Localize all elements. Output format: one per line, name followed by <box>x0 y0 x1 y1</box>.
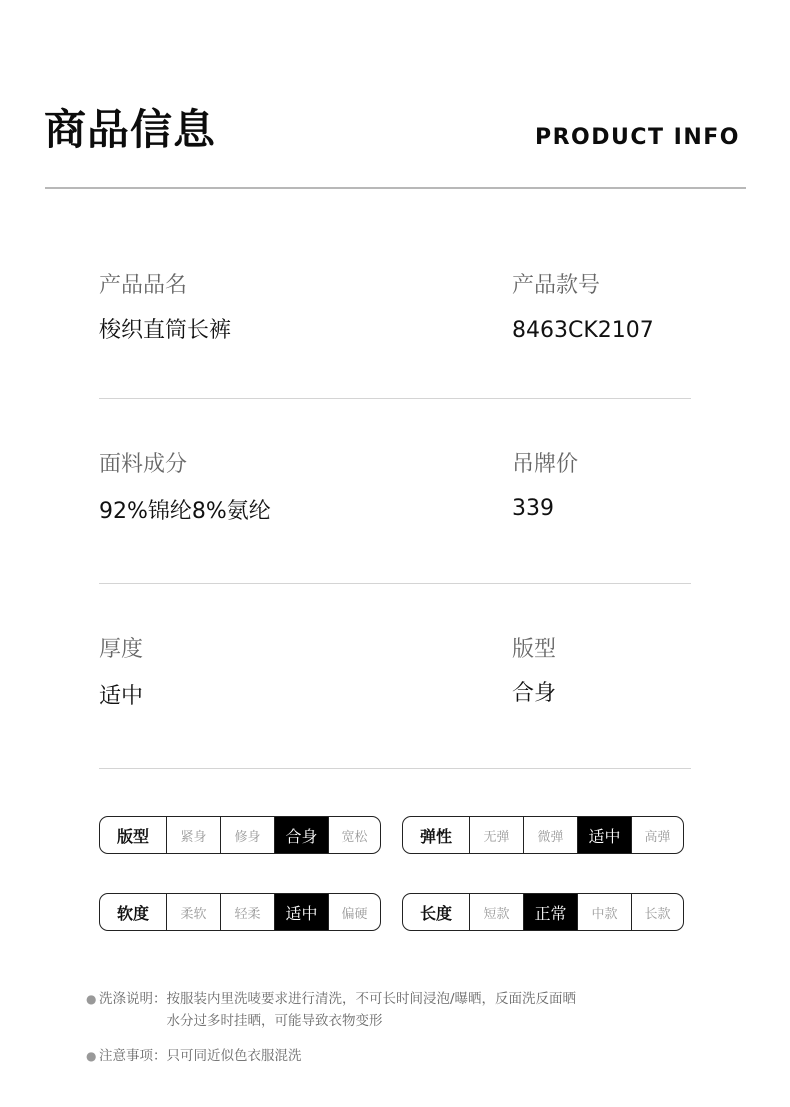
selector-label: 软度 <box>100 894 167 930</box>
note-item <box>86 988 706 1032</box>
selector-label: 弹性 <box>403 817 470 853</box>
option-no-stretch[interactable]: 无弹 <box>470 817 524 853</box>
row-divider <box>99 398 691 399</box>
elasticity-selector <box>402 816 684 854</box>
option-slim[interactable]: 紧身 <box>167 817 221 853</box>
care-notes <box>86 988 706 1080</box>
note-text <box>167 1045 707 1067</box>
option-long[interactable]: 长款 <box>644 906 671 922</box>
price-value: 339 <box>512 496 554 521</box>
product-sku-label: 产品款号 <box>512 273 601 298</box>
option-light-soft[interactable]: 轻柔 <box>221 894 275 930</box>
option-tailored[interactable]: 修身 <box>221 817 275 853</box>
row-divider <box>99 768 691 769</box>
note-line: 水分过多时挂晒，可能导致衣物变形 <box>166 1013 383 1029</box>
price-label: 吊牌价 <box>512 452 579 477</box>
product-name-label: 产品品名 <box>99 273 188 298</box>
option-normal[interactable]: 正常 <box>524 894 578 930</box>
option-mid[interactable]: 中款 <box>578 894 632 930</box>
note-line: 只可同近似色衣服混洗 <box>166 1048 302 1064</box>
fit-value: 合身 <box>512 681 557 706</box>
product-name-value: 梭织直筒长裤 <box>99 318 232 343</box>
note-label: 洗涤说明： <box>99 991 167 1007</box>
option-medium-stretch[interactable]: 适中 <box>578 817 632 853</box>
page-title-en: PRODUCT INFO <box>534 125 740 150</box>
note-text <box>167 988 707 1032</box>
product-sku-value: 8463CK2107 <box>512 318 654 343</box>
fit-selector <box>99 816 381 854</box>
length-selector <box>402 893 684 931</box>
row-divider <box>99 583 691 584</box>
header-divider <box>45 187 746 189</box>
option-short[interactable]: 短款 <box>470 894 524 930</box>
page-title: 商品信息 <box>44 105 217 154</box>
note-item <box>86 1045 706 1067</box>
selector-label: 版型 <box>100 817 167 853</box>
option-loose[interactable]: 宽松 <box>341 829 368 845</box>
option-regular[interactable]: 合身 <box>275 817 329 853</box>
fabric-value: 92%锦纶8%氨纶 <box>99 499 271 524</box>
option-soft[interactable]: 柔软 <box>167 894 221 930</box>
note-line: 按服装内里洗唛要求进行清洗，不可长时间浸泡/曝晒，反面洗反面晒 <box>166 991 577 1007</box>
option-firm[interactable]: 偏硬 <box>341 906 368 922</box>
bullet-icon: ● <box>86 992 97 1006</box>
thickness-label: 厚度 <box>99 637 144 662</box>
option-slight-stretch[interactable]: 微弹 <box>524 817 578 853</box>
softness-selector <box>99 893 381 931</box>
option-high-stretch[interactable]: 高弹 <box>644 829 671 845</box>
thickness-value: 适中 <box>99 684 144 709</box>
selector-label: 长度 <box>403 894 470 930</box>
note-label: 注意事项： <box>99 1048 167 1064</box>
bullet-icon: ● <box>86 1049 97 1063</box>
fabric-label: 面料成分 <box>99 452 188 477</box>
fit-label: 版型 <box>512 637 557 662</box>
option-medium-soft[interactable]: 适中 <box>275 894 329 930</box>
